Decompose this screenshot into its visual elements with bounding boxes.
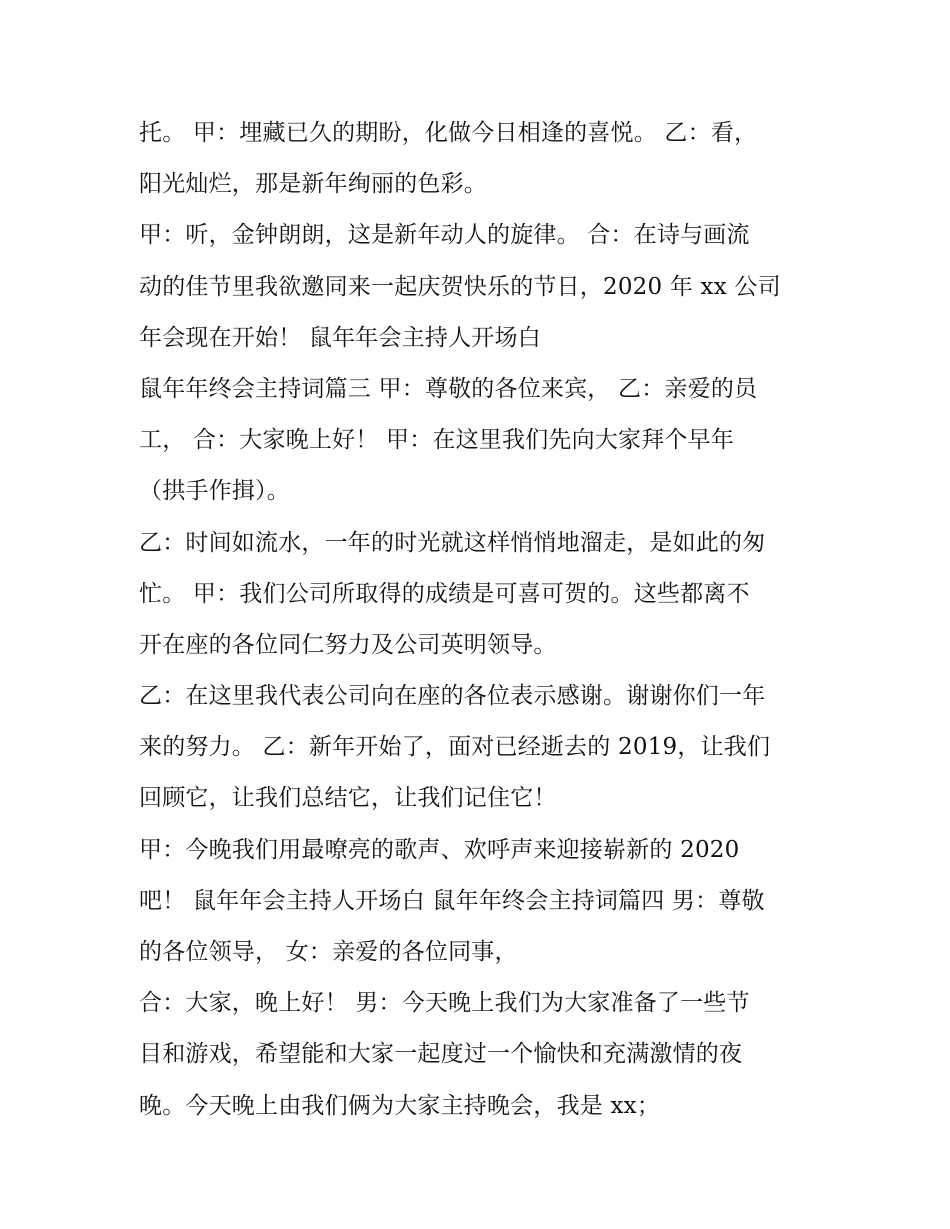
text-line: 鼠年年终会主持词篇三 甲：尊敬的各位来宾， 乙：亲爱的员 [139,375,758,402]
text-line: 来的努力。 乙：新年开始了，面对已经逝去的 2019，让我们 [139,734,771,761]
text-line: 忙。 甲：我们公司所取得的成绩是可喜可贺的。这些都离不 [139,580,750,607]
text-line: 阳光灿烂，那是新年绚丽的色彩。 [139,171,487,198]
text-line: 甲：听，金钟朗朗，这是新年动人的旋律。 合：在诗与画流 [139,222,750,249]
document-text-body [139,108,819,1132]
text-line: 甲：今晚我们用最嘹亮的歌声、欢呼声来迎接崭新的 2020 [139,836,740,863]
text-line: 托。 甲：埋藏已久的期盼，化做今日相逢的喜悦。 乙：看， [139,120,758,146]
text-line: （拱手作揖）。 [139,478,290,505]
text-line: 的各位领导， 女：亲爱的各位同事， [139,939,518,965]
text-line: 开在座的各位同仁努力及公司英明领导。 [139,631,557,658]
text-line: 工， 合：大家晚上好！ 甲：在这里我们先向大家拜个早年 [139,427,735,454]
text-line: 合：大家，晚上好！ 男：今天晚上我们为大家准备了一些节 [139,990,750,1017]
text-line: 乙：在这里我代表公司向在座的各位表示感谢。谢谢你们一年 [139,683,766,710]
text-line: 动的佳节里我欲邀同来一起庆贺快乐的节日，2020 年 xx 公司 [139,273,781,300]
text-line: 目和游戏，希望能和大家一起度过一个愉快和充满激情的夜 [139,1041,743,1068]
text-line: 晚。今天晚上由我们俩为大家主持晚会，我是 xx； [139,1092,661,1119]
text-line: 乙：时间如流水，一年的时光就这样悄悄地溜走，是如此的匆 [139,529,766,556]
text-line: 年会现在开始！ 鼠年年会主持人开场白 [139,324,541,351]
text-line: 回顾它，让我们总结它，让我们记住它！ [139,785,557,812]
text-line: 吧！ 鼠年年会主持人开场白 鼠年年终会主持词篇四 男：尊敬 [139,887,765,914]
